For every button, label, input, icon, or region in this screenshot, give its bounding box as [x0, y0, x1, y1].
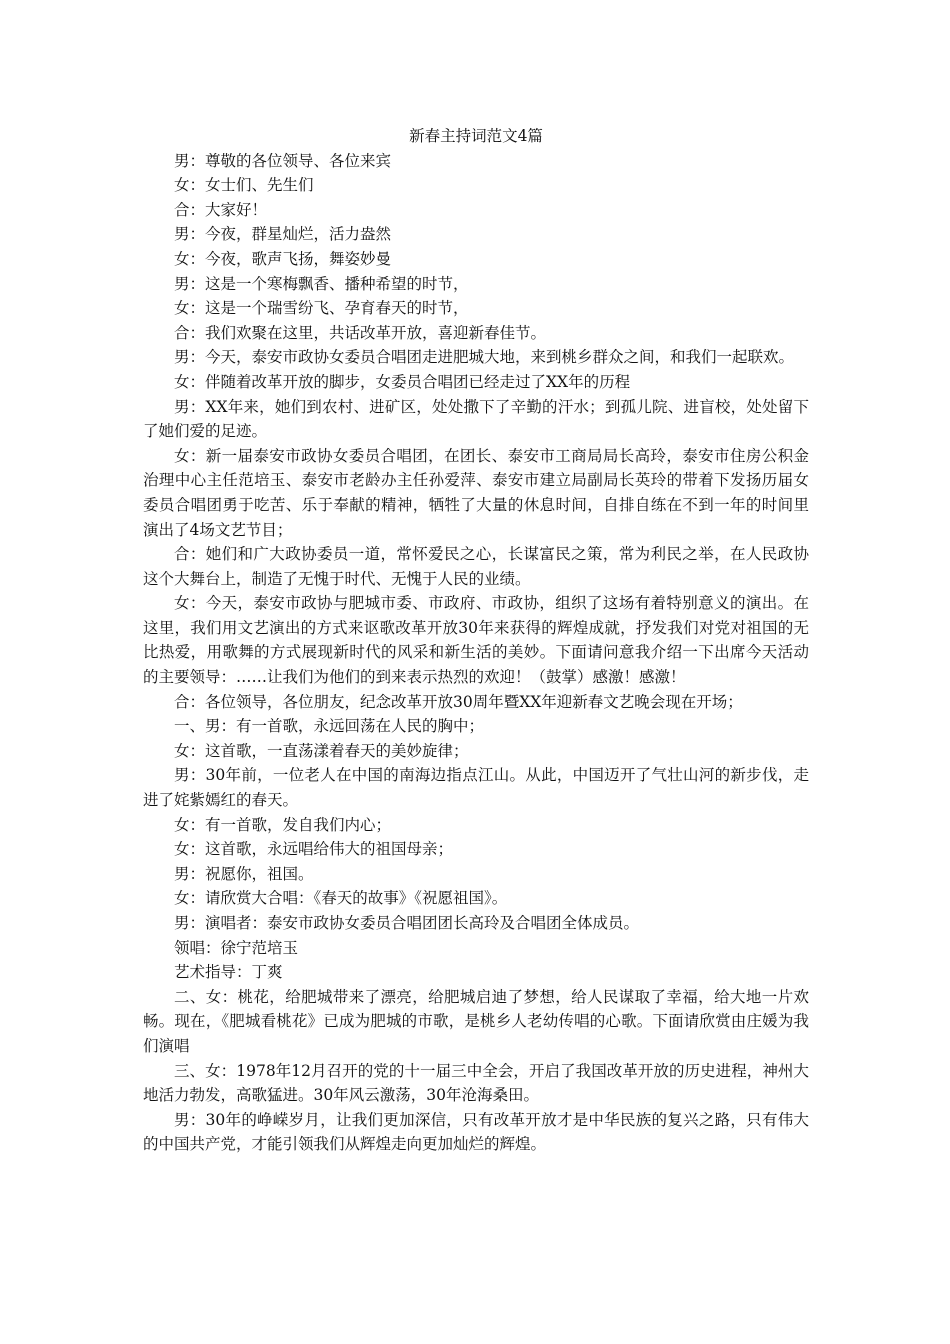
paragraph: 女：这是一个瑞雪纷飞、孕育春天的时节，: [174, 299, 469, 318]
document-page: [143, 124, 809, 1157]
paragraph: 二、女：桃花，给肥城带来了漂亮，给肥城启迪了梦想，给人民谋取了幸福，给大地一片欢畅。现在，《肥城看桃花》已成为肥城的市歌，是桃乡人老幼传唱的心歌。下面请欣赏由庄媛为我们演唱: [143, 987, 809, 1055]
paragraph: 女：这首歌，一直荡漾着春天的美妙旋律；: [174, 741, 469, 760]
paragraph: 女：请欣赏大合唱：《春天的故事》《祝愿祖国》。: [174, 889, 508, 908]
paragraph: 男：尊敬的各位领导、各位来宾: [174, 151, 392, 170]
paragraph: 合：大家好！: [174, 200, 268, 219]
paragraph: 合：各位领导，各位朋友，纪念改革开放30周年暨XX年迎新春文艺晚会现在开场；: [174, 692, 743, 711]
paragraph: 男：XX年来，她们到农村、进矿区，处处撒下了辛勤的汗水；到孤儿院、进盲校，处处留下了她们爱的足迹。: [143, 397, 809, 441]
paragraph: 一、男：有一首歌，永远回荡在人民的胸中；: [174, 717, 485, 736]
paragraph: 艺术指导：丁爽: [174, 963, 283, 982]
paragraph: 男：演唱者：泰安市政协女委员合唱团团长高玲及合唱团全体成员。: [174, 914, 640, 932]
paragraph: 女：女士们、先生们: [174, 176, 314, 195]
paragraph: 男：这是一个寒梅飘香、播种希望的时节，: [174, 274, 469, 293]
paragraph: 女：新一届泰安市政协女委员合唱团，在团长、泰安市工商局局长高玲，泰安市住房公积金治理中心主任范培玉、泰安市老龄办主任孙爱萍、泰安市建立局副局长英玲的带着下发扬历届女委员合唱团勇于吃苦、乐于奉献的精神，牺牲了大量的休息时间，自排自练在不到一年的时间里演出了4场文艺节目；: [143, 446, 809, 539]
paragraph: 领唱：徐宁范培玉: [174, 938, 299, 957]
paragraph: 女：这首歌，永远唱给伟大的祖国母亲；: [174, 840, 454, 859]
document-title: 新春主持词范文4篇: [409, 127, 543, 145]
paragraph: 男：30年的峥嵘岁月，让我们更加深信，只有改革开放才是中华民族的复兴之路，只有伟大的中国共产党，才能引领我们从辉煌走向更加灿烂的辉煌。: [143, 1110, 809, 1154]
paragraph: 男：今天，泰安市政协女委员合唱团走进肥城大地，来到桃乡群众之间，和我们一起联欢。: [174, 348, 795, 367]
paragraph: 女：有一首歌，发自我们内心；: [174, 815, 392, 834]
paragraph: 合：我们欢聚在这里，共话改革开放，喜迎新春佳节。: [174, 323, 547, 342]
paragraph: 女：今天，泰安市政协与肥城市委、市政府、市政协，组织了这场有着特别意义的演出。在这里，我们用文艺演出的方式来讴歌改革开放30年来获得的辉煌成就，抒发我们对党对祖国的无比热爱，用歌舞的方式展现新时代的风采和新生活的美妙。下面请问意我介绍一下出席今天活动的主要领导：……让我们为他们的到来表示热烈的欢迎！（鼓掌）感激！感激！: [143, 594, 809, 687]
paragraph: 合：她们和广大政协委员一道，常怀爱民之心，长谋富民之策，常为利民之举，在人民政协这个大舞台上，制造了无愧于时代、无愧于人民的业绩。: [143, 545, 809, 588]
paragraph: 三、女：1978年12月召开的党的十一届三中全会，开启了我国改革开放的历史进程，神州大地活力勃发，高歌猛进。30年风云激荡，30年沧海桑田。: [143, 1061, 809, 1105]
paragraph: 男：30年前，一位老人在中国的南海边指点江山。从此，中国迈开了气壮山河的新步伐，走进了姹紫嫣红的春天。: [143, 766, 809, 810]
paragraph: 女：伴随着改革开放的脚步，女委员合唱团已经走过了XX年的历程: [174, 372, 631, 391]
paragraph: 女：今夜，歌声飞扬，舞姿妙曼: [174, 249, 392, 268]
paragraph: 男：祝愿你，祖国。: [174, 864, 314, 883]
paragraph: 男：今夜，群星灿烂，活力盎然: [174, 225, 392, 244]
